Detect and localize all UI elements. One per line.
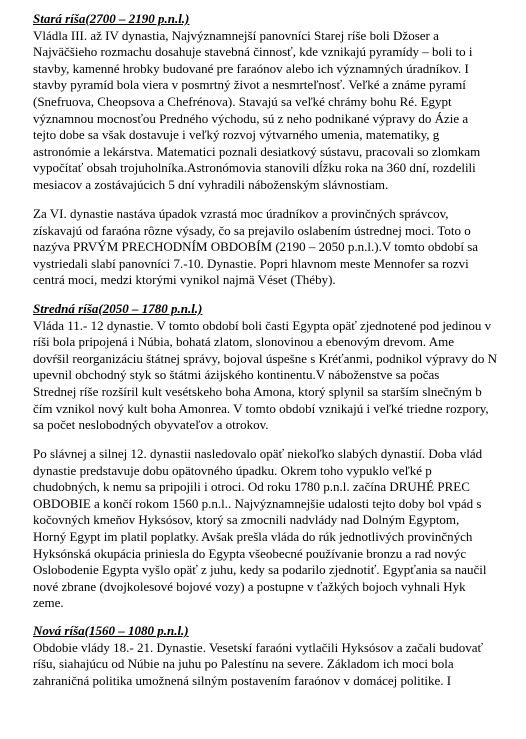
- paragraph-line: Oslobodenie Egypta vyšlo opäť z juhu, kedy sa podarilo zjednotiť. Egypťania sa naučil: [33, 562, 487, 578]
- paragraph-line: centrá moci, medzi ktorými vynikol najmä Véset (Théby).: [33, 272, 336, 288]
- paragraph-line: zahraničná politika umožnená silným postavením faraónov v domácej politike. I: [33, 672, 452, 688]
- paragraph-line: Po slávnej a silnej 12. dynastii nasledovalo opäť niekoľko slabých dynastií. Doba vlád: [33, 446, 483, 461]
- paragraph-line: Hyksónská okupácia priniesla do Egypta všeobecné používanie bronzu a rad novýc: [33, 545, 467, 561]
- paragraph-line: získavajú od faraóna rôzne výsady, čo sa prejavilo oslabením ústrednej moci. Toto o: [33, 222, 471, 238]
- section-heading: Nová ríša(1560 – 1080 p.n.l.): [33, 623, 189, 638]
- paragraph-line: ríši bola pripojená i Núbia, bohatá zlatom, slonovinou a ebenovým drevom. Ame: [33, 334, 454, 350]
- paragraph-line: Horný Egypt im platil poplatky. Avšak prešla vláda do rúk jednotlivých provinčných: [33, 528, 473, 544]
- paragraph-line: sa počet neslobodných obyvateľov a otrokov.: [33, 417, 269, 433]
- paragraph-line: Najväčšieho rozmachu dosahuje stavebná činnosť, kde vznikajú pyramídy – boli to i: [33, 44, 473, 60]
- paragraph-line: astronómie a lekárstva. Matematici poznali desiatkový sústavu, pracovali so zlomkam: [33, 143, 481, 159]
- paragraph-line: zeme.: [33, 595, 64, 611]
- section-heading: Stará ríša(2700 – 2190 p.n.l.): [33, 11, 190, 26]
- section-stredna-risa: [33, 301, 526, 434]
- paragraph-line: Za VI. dynastie nastáva úpadok vzrastá moc úradníkov a provinčných správcov,: [33, 206, 449, 221]
- paragraph-line: upevnil obchodný styk so štátmi ázijského kontinentu.V náboženstve sa počas: [33, 367, 440, 383]
- paragraph-line: Vládla III. až IV dynastia, Najvýznamnejší panovníci Starej ríše boli Džoser a: [33, 27, 439, 43]
- paragraph-line: ríšu, siahajúcu od Núbie na juhu po Palestínu na severe. Základom ich moci bola: [33, 656, 454, 672]
- paragraph-line: Obdobie vlády 18.- 21. Dynastie. Vesetskí faraóni vytlačili Hyksósov a začali budovať: [33, 639, 484, 655]
- paragraph-line: dovŕšil reorganizáciu štátnej správy, bojoval úspešne s Kréťanmi, podnikol výpravy do N: [33, 350, 498, 366]
- paragraph-line: stavby pyramíd bola viera v posmrtný život a nesmrteľnosť. Veľké a známe pyramí: [33, 77, 466, 93]
- paragraph-line: stavby, kamenné hrobky budované pre faraónov alebo ich významných úradníkov. I: [33, 60, 469, 76]
- paragraph-line: čím vznikol nový kult boha Amonrea. V tomto období vznikajú i veľké triedne rozpory,: [33, 400, 489, 416]
- paragraph-line: Strednej ríše rozšíril kult vesétskeho boha Amona, ktorý splynil sa starším slnečným b: [33, 383, 482, 399]
- paragraph-line: kočovných kmeňov Hyksósov, ktorý sa zmocnili nadvlády nad Dolným Egyptom,: [33, 512, 460, 528]
- paragraph-line: mesiacov a zostávajúcich 5 dní vyhradili náboženským slávnostiam.: [33, 176, 389, 192]
- paragraph-line: vypočítať obsah trojuholníka.Astronómovia stanovili dĺžku roka na 360 dní, rozdelili: [33, 160, 476, 176]
- section-nova-risa: [33, 623, 526, 689]
- section-stara-risa: [33, 11, 526, 194]
- paragraph-line: OBDOBIE a končí rokom 1560 p.n.l.. Najvýznamnejšie udalosti tejto doby bol vpád s: [33, 495, 482, 511]
- paragraph-line: vystriedali slabí panovníci 7.-10. Dynastie. Popri hlavnom meste Mennofer sa rozvi: [33, 255, 469, 271]
- section-prve-prechodne-obdobie: [33, 206, 526, 289]
- paragraph-line: (Snefruova, Cheopsova a Chefrénova). Stavajú sa veľké chrámy bohu Ré. Egypt: [33, 93, 452, 109]
- paragraph-line: významnou mocnosťou Predného východu, sú z neho podnikané výpravy do Ázie a: [33, 110, 469, 126]
- paragraph-line: dynastie predstavuje dobu opätovného úpadku. Okrem toho vypuklo veľké p: [33, 462, 432, 478]
- section-heading: Stredná ríša(2050 – 1780 p.n.l.): [33, 301, 203, 316]
- section-druhe-prechodne-obdobie: [33, 446, 526, 612]
- paragraph-line: Vláda 11.- 12 dynastie. V tomto období boli časti Egypta opäť zjednotené pod jedinou v: [33, 317, 492, 333]
- paragraph-line: nazýva PRVÝM PRECHODNÍM OBDOBÍM (2190 – 2050 p.n.l.).V tomto období sa: [33, 239, 479, 255]
- paragraph-line: chudobných, k nemu sa pripojili i otroci. Od roku 1780 p.n.l. začína DRUHÉ PREC: [33, 479, 470, 495]
- paragraph-line: nové zbrane (dvojkolesové bojové vozy) a postupne v ťažkých bojoch vyhnali Hyk: [33, 578, 466, 594]
- paragraph-line: tejto dobe sa však dostavuje i veľký rozvoj výtvarného umenia, matematiky, g: [33, 127, 440, 143]
